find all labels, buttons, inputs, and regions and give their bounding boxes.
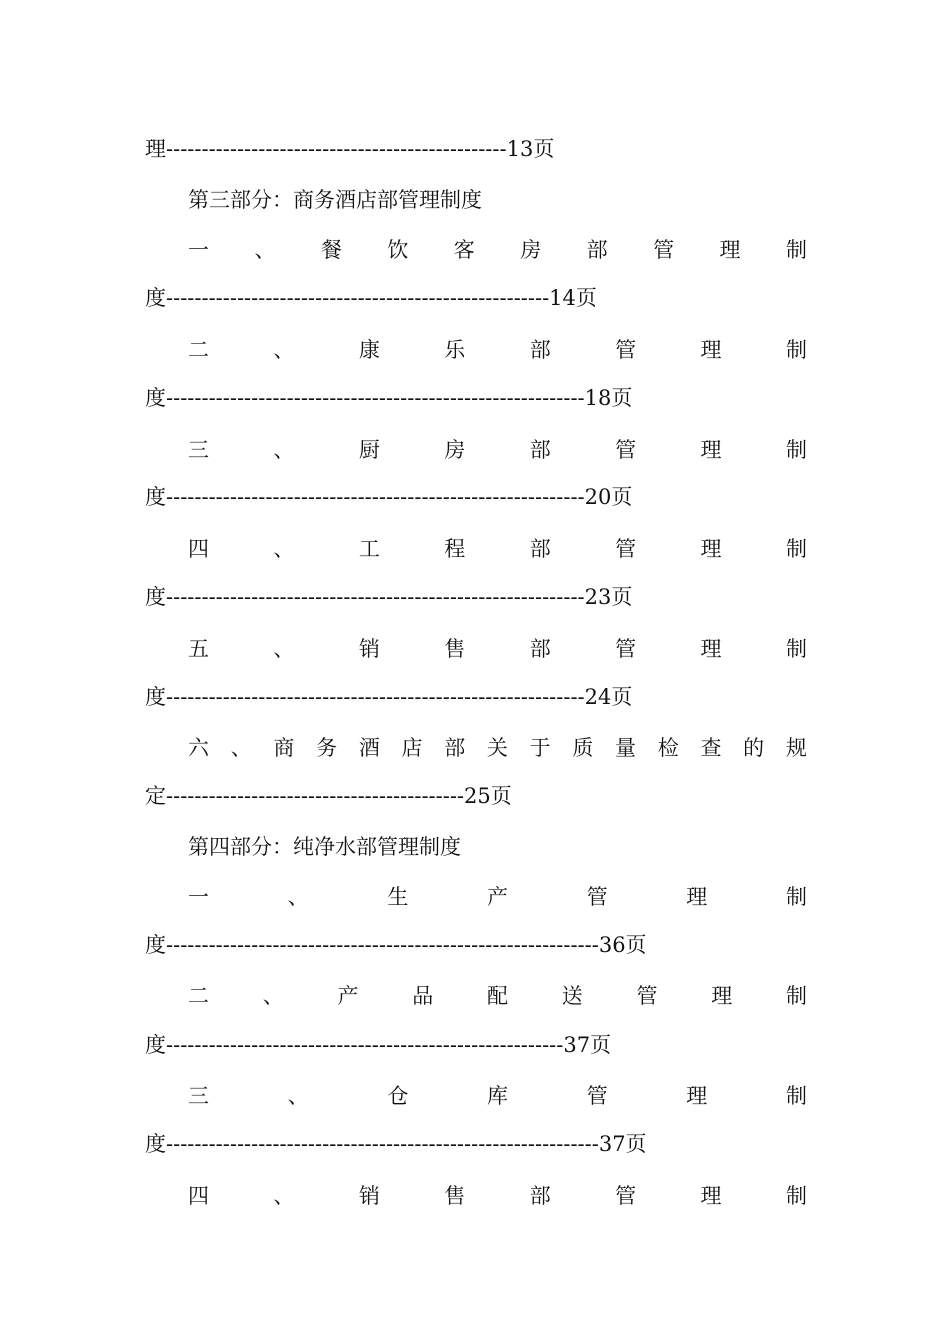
char: 四 <box>188 1184 209 1208</box>
char: 、 <box>273 438 295 462</box>
char: 制 <box>786 984 807 1008</box>
char: 工 <box>358 537 380 561</box>
char: 理 <box>700 1184 722 1208</box>
char: 、 <box>273 1184 295 1208</box>
toc-line: 定------------------------------------------25页 <box>145 784 512 808</box>
char: 于 <box>529 736 551 760</box>
char: 乐 <box>444 338 466 362</box>
toc-line: 度-------------------------------------------------------------36页 <box>145 933 647 957</box>
char: 五 <box>188 637 209 661</box>
char: 管 <box>653 238 675 262</box>
char: 制 <box>785 1084 807 1108</box>
char: 理 <box>711 984 733 1008</box>
toc-line: 度-----------------------------------------------------------24页 <box>145 685 633 709</box>
char: 管 <box>636 984 658 1008</box>
char: 产 <box>486 885 508 909</box>
toc-entry-title <box>188 634 807 664</box>
char: 一 <box>188 885 209 909</box>
section-heading: 第四部分：纯净水部管理制度 <box>188 835 461 859</box>
char: 理 <box>700 637 722 661</box>
char: 部 <box>529 438 551 462</box>
char: 、 <box>273 338 295 362</box>
char: 部 <box>529 1184 551 1208</box>
char: 售 <box>444 1184 466 1208</box>
char: 检 <box>657 736 679 760</box>
char: 务 <box>316 736 338 760</box>
char: 、 <box>287 885 309 909</box>
char: 生 <box>387 885 409 909</box>
char: 康 <box>358 338 380 362</box>
char: 制 <box>785 238 807 262</box>
toc-line: 度-------------------------------------------------------------37页 <box>145 1132 647 1156</box>
char: 六 <box>188 736 209 760</box>
toc-line: 度------------------------------------------------------14页 <box>145 286 597 310</box>
char: 四 <box>188 537 209 561</box>
char: 三 <box>188 438 209 462</box>
char: 理 <box>719 238 741 262</box>
toc-entry-title <box>188 1081 807 1111</box>
char: 部 <box>529 537 551 561</box>
char: 管 <box>586 885 608 909</box>
char: 客 <box>453 238 475 262</box>
char: 质 <box>572 736 594 760</box>
char: 售 <box>444 637 466 661</box>
char: 管 <box>615 537 637 561</box>
toc-entry-title <box>188 1181 807 1211</box>
char: 、 <box>287 1084 309 1108</box>
toc-line: 度--------------------------------------------------------37页 <box>145 1033 612 1057</box>
char: 餐 <box>320 238 342 262</box>
char: 销 <box>358 637 380 661</box>
toc-entry-title <box>188 733 807 763</box>
char: 二 <box>188 984 209 1008</box>
char: 管 <box>615 438 637 462</box>
char: 送 <box>561 984 583 1008</box>
char: 二 <box>188 338 209 362</box>
char: 管 <box>586 1084 608 1108</box>
char: 、 <box>262 984 284 1008</box>
char: 仓 <box>387 1084 409 1108</box>
toc-line: 度-----------------------------------------------------------20页 <box>145 485 633 509</box>
char: 销 <box>358 1184 380 1208</box>
toc-line: 理------------------------------------------------13页 <box>145 137 555 161</box>
char: 厨 <box>358 438 380 462</box>
char: 房 <box>444 438 466 462</box>
toc-entry-title <box>188 882 807 912</box>
char: 、 <box>254 238 276 262</box>
char: 查 <box>700 736 722 760</box>
toc-entry-title <box>188 435 807 465</box>
char: 制 <box>785 885 807 909</box>
char: 酒 <box>358 736 380 760</box>
char: 规 <box>785 736 807 760</box>
char: 部 <box>586 238 608 262</box>
char: 程 <box>444 537 466 561</box>
char: 理 <box>700 338 722 362</box>
char: 制 <box>785 438 807 462</box>
toc-entry-title <box>188 981 807 1011</box>
char: 三 <box>188 1084 209 1108</box>
toc-entry-title <box>188 235 807 265</box>
char: 店 <box>401 736 423 760</box>
toc-line: 度-----------------------------------------------------------18页 <box>145 386 633 410</box>
char: 理 <box>700 537 722 561</box>
char: 部 <box>444 736 466 760</box>
char: 管 <box>615 1184 637 1208</box>
char: 部 <box>529 338 551 362</box>
char: 理 <box>700 438 722 462</box>
char: 商 <box>273 736 295 760</box>
char: 库 <box>486 1084 508 1108</box>
toc-entry-title <box>188 534 807 564</box>
char: 管 <box>615 338 637 362</box>
char: 制 <box>785 537 807 561</box>
char: 量 <box>615 736 637 760</box>
toc-entry-title <box>188 335 807 365</box>
char: 理 <box>686 1084 708 1108</box>
section-heading: 第三部分：商务酒店部管理制度 <box>188 188 482 212</box>
char: 配 <box>487 984 508 1008</box>
char: 一 <box>188 238 209 262</box>
char: 产 <box>337 984 359 1008</box>
char: 理 <box>686 885 708 909</box>
char: 房 <box>520 238 542 262</box>
char: 关 <box>486 736 508 760</box>
char: 的 <box>743 736 765 760</box>
char: 制 <box>785 1184 807 1208</box>
char: 品 <box>412 984 434 1008</box>
char: 、 <box>273 637 295 661</box>
char: 管 <box>615 637 637 661</box>
char: 、 <box>273 537 295 561</box>
char: 饮 <box>387 238 409 262</box>
char: 制 <box>785 338 807 362</box>
char: 、 <box>230 736 252 760</box>
char: 制 <box>785 637 807 661</box>
char: 部 <box>529 637 551 661</box>
toc-line: 度-----------------------------------------------------------23页 <box>145 585 633 609</box>
